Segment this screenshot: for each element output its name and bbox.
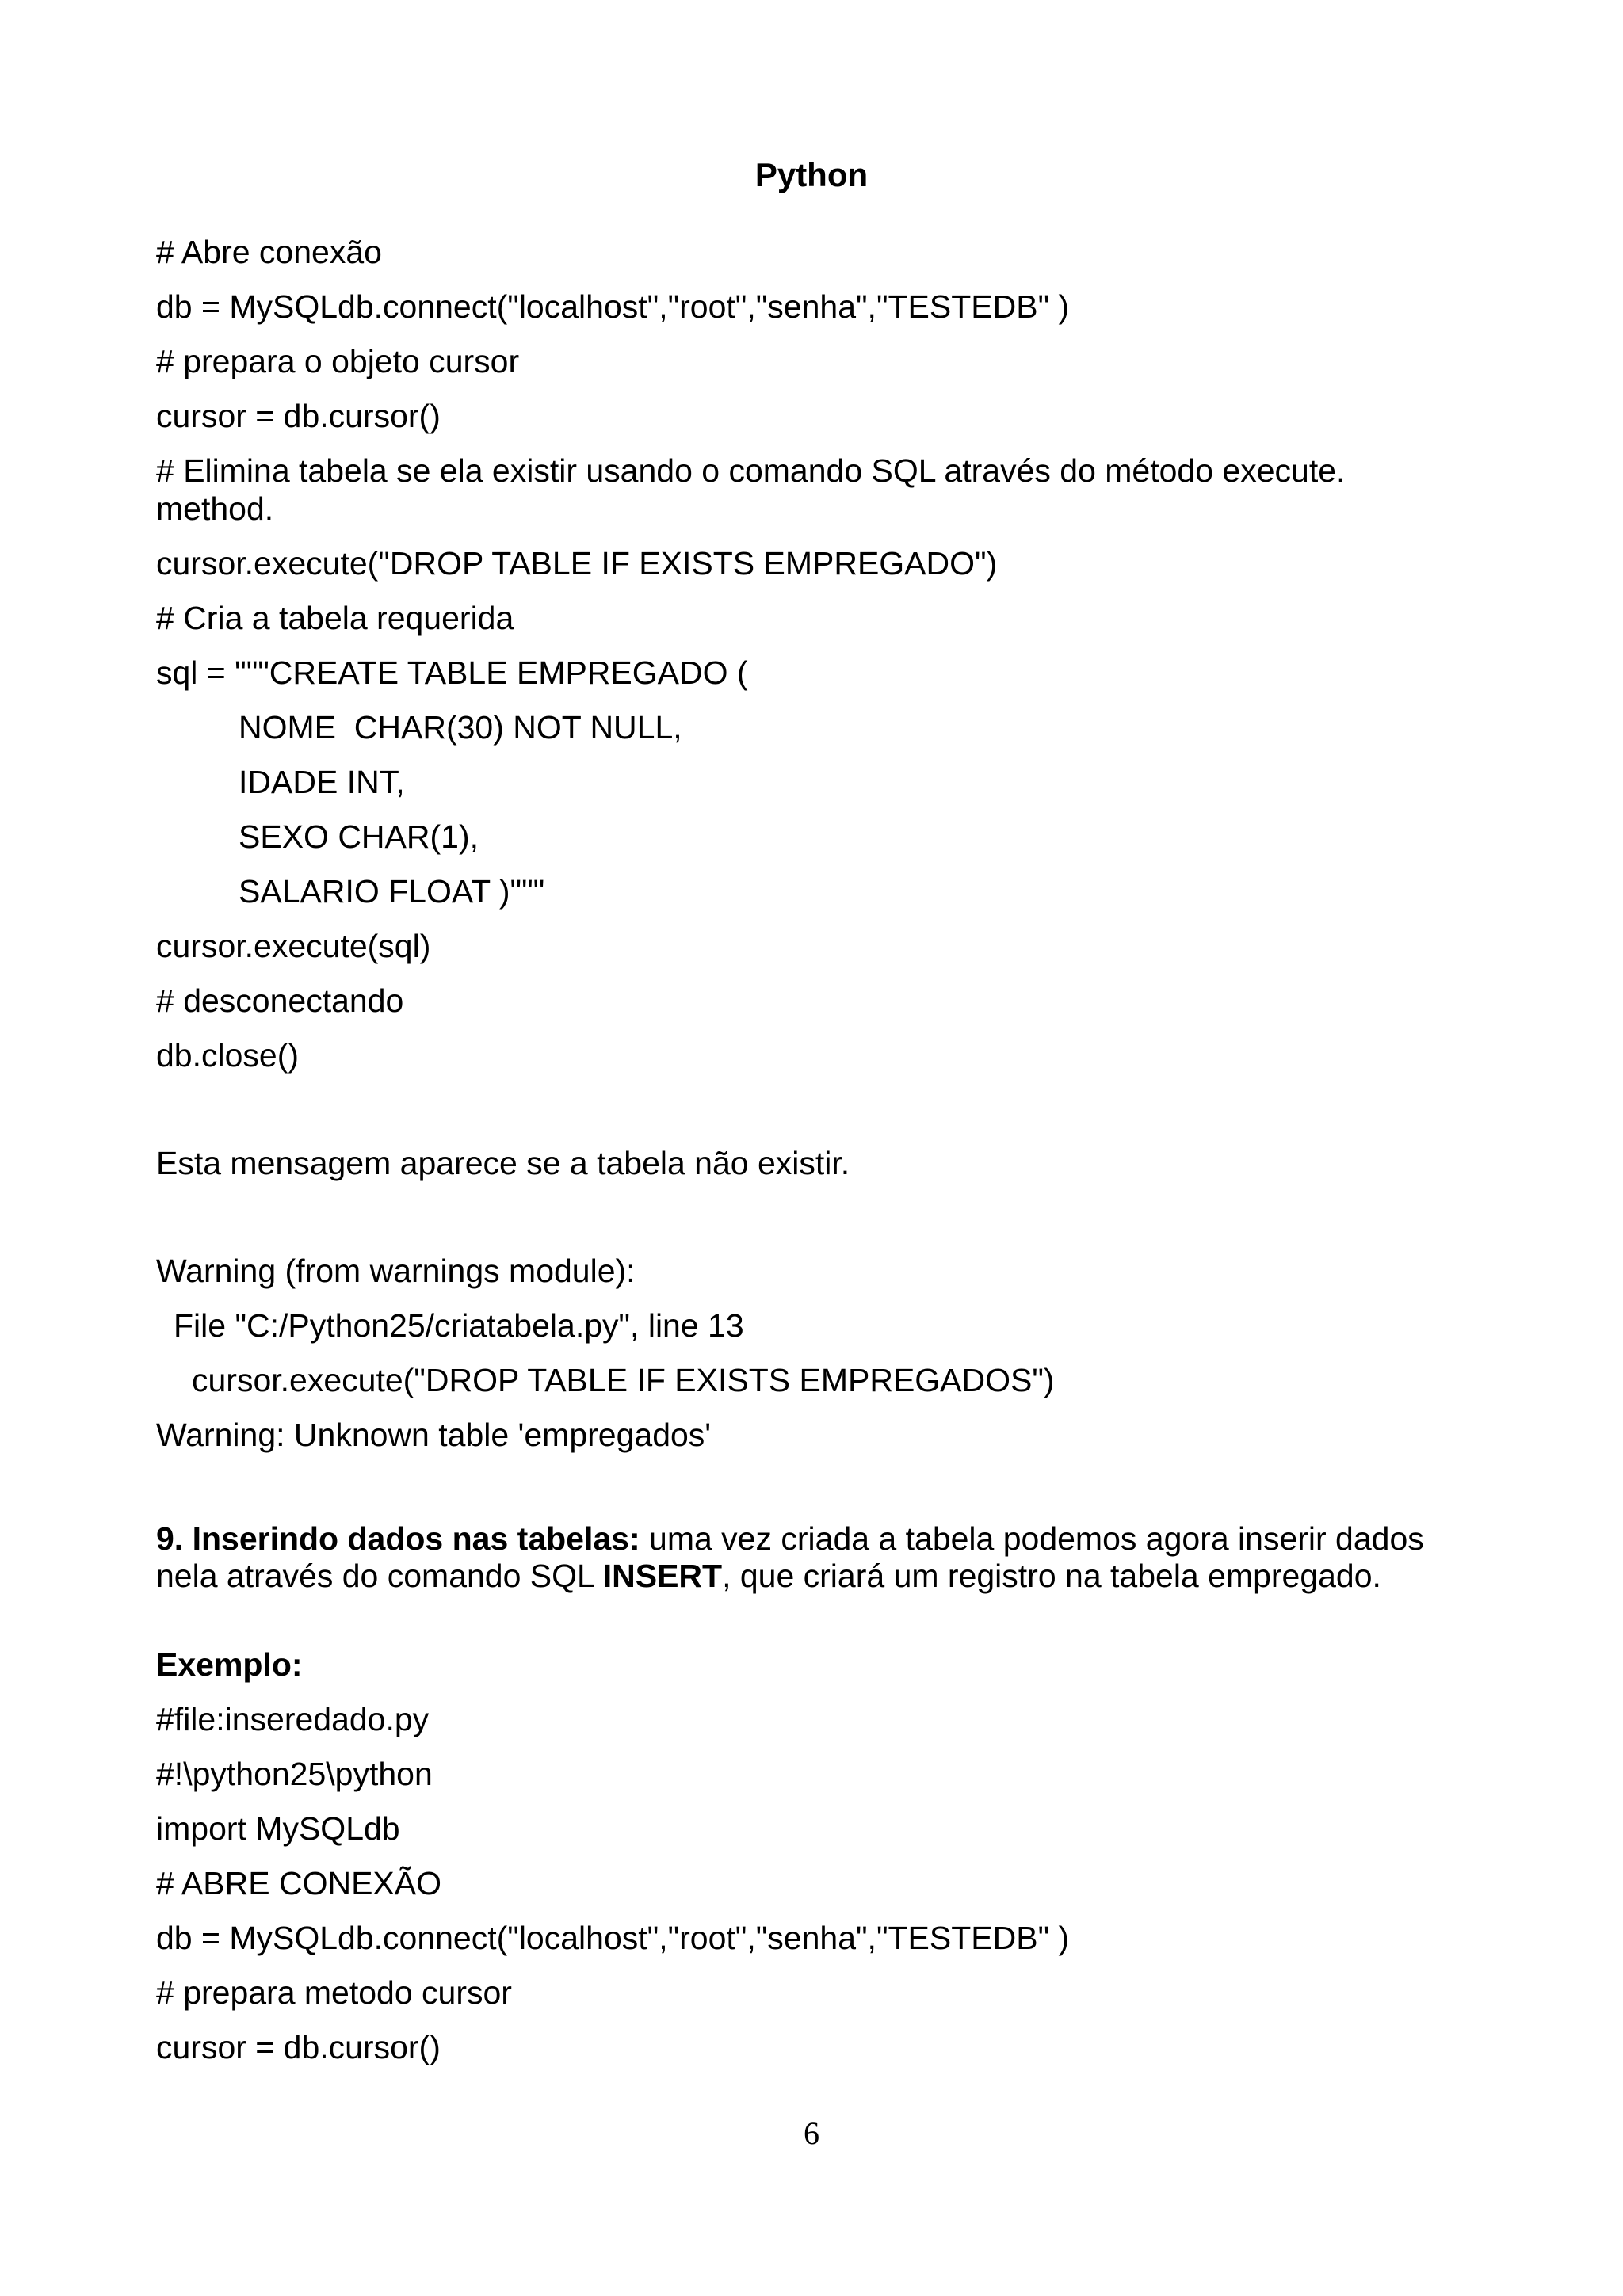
- code-line: method.: [156, 490, 274, 527]
- code-line: import MySQLdb: [156, 1810, 400, 1847]
- code-line: cursor = db.cursor(): [156, 398, 441, 434]
- code-line: # prepara o objeto cursor: [156, 343, 520, 379]
- page-number: 6: [804, 2115, 819, 2151]
- section-heading: 9. Inserindo dados nas tabelas:: [156, 1520, 640, 1557]
- code-line: # prepara metodo cursor: [156, 1974, 512, 2011]
- code-line: #file:inseredado.py: [156, 1701, 430, 1737]
- code-line: db.close(): [156, 1037, 300, 1074]
- code-line: # Cria a tabela requerida: [156, 600, 514, 636]
- code-line: cursor.execute("DROP TABLE IF EXISTS EMPREGADO"): [156, 545, 998, 582]
- code-line: db = MySQLdb.connect("localhost","root","senha","TESTEDB" ): [156, 288, 1070, 325]
- code-line: # Abre conexão: [156, 234, 382, 270]
- warning-line: cursor.execute("DROP TABLE IF EXISTS EMPREGADOS"): [192, 1362, 1055, 1398]
- message-intro: Esta mensagem aparece se a tabela não existir.: [156, 1145, 850, 1181]
- section-text-b: , que criará um registro na tabela empregado.: [722, 1558, 1381, 1594]
- page-title: Python: [754, 156, 869, 193]
- code-line: IDADE INT,: [239, 764, 405, 800]
- insert-keyword: INSERT: [602, 1558, 723, 1594]
- warning-line: Warning (from warnings module):: [156, 1253, 636, 1289]
- section-paragraph: [156, 1520, 1478, 1595]
- section-text-a: nela através do comando SQL: [156, 1558, 603, 1594]
- warning-line: Warning: Unknown table 'empregados': [156, 1417, 712, 1453]
- example-label: Exemplo:: [156, 1646, 303, 1683]
- warning-line: File "C:/Python25/criatabela.py", line 13: [174, 1307, 744, 1344]
- section-text-line-2: [156, 1558, 1478, 1595]
- code-line: # ABRE CONEXÃO: [156, 1865, 442, 1901]
- code-line: db = MySQLdb.connect("localhost","root","senha","TESTEDB" ): [156, 1920, 1070, 1956]
- section-text: uma vez criada a tabela podemos agora inserir dados: [649, 1520, 1424, 1557]
- code-line: sql = """CREATE TABLE EMPREGADO (: [156, 654, 748, 691]
- code-line: cursor.execute(sql): [156, 928, 431, 964]
- code-line: SALARIO FLOAT )""": [239, 873, 545, 910]
- code-line: # desconectando: [156, 982, 404, 1019]
- code-line: NOME CHAR(30) NOT NULL,: [239, 709, 682, 746]
- code-line: cursor = db.cursor(): [156, 2029, 441, 2065]
- code-line: # Elimina tabela se ela existir usando o comando SQL através do método execute.: [156, 452, 1346, 489]
- code-line: SEXO CHAR(1),: [239, 818, 479, 855]
- code-line: #!\python25\python: [156, 1756, 433, 1792]
